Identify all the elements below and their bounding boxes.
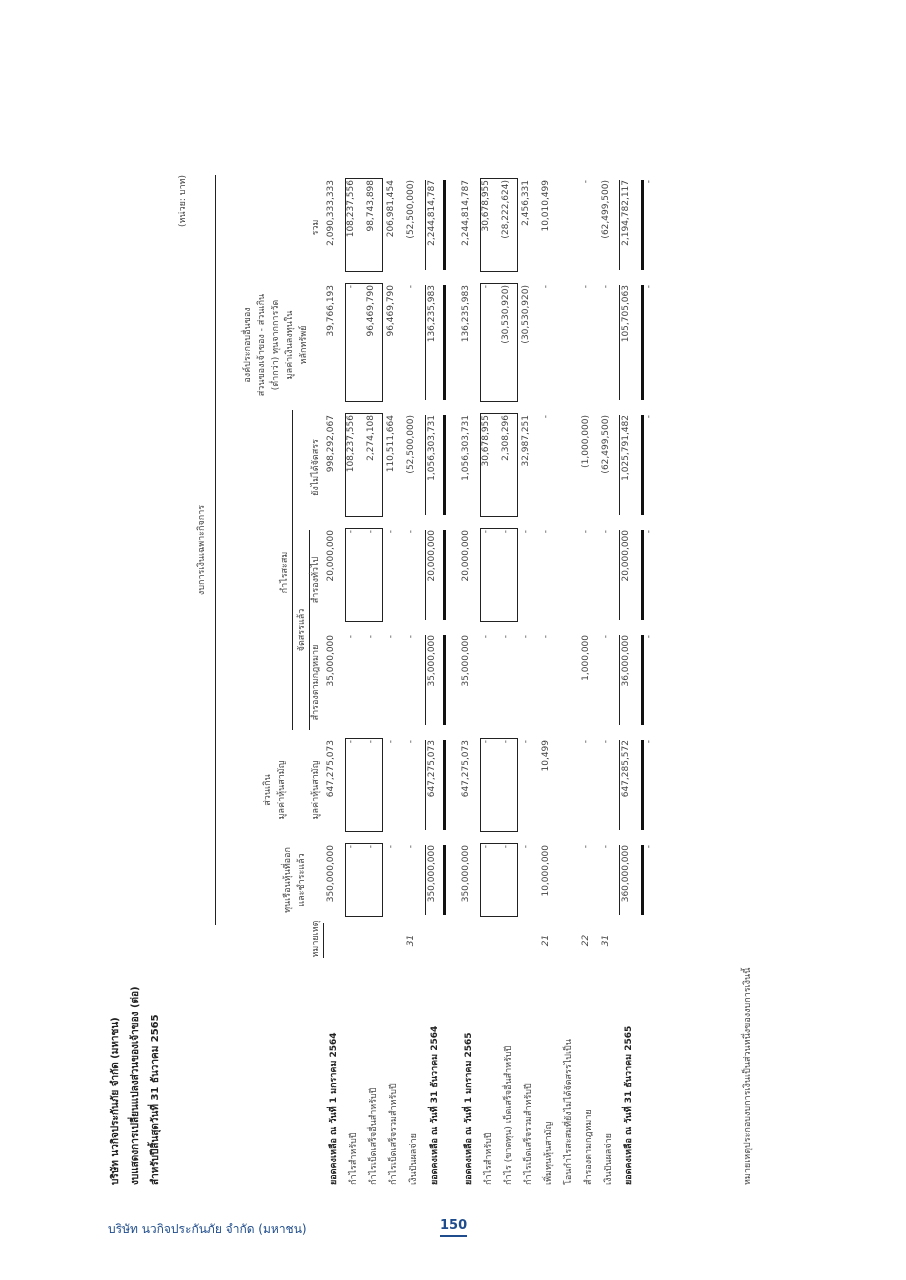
bordered-cell-group: [345, 178, 383, 272]
cell-value: -: [481, 740, 491, 744]
cell-value: 30,678,955: [481, 180, 491, 232]
subtotal-rule: [619, 635, 620, 725]
cell-value: 108,237,556: [346, 415, 356, 473]
row-label: กำไร (ขาดทุน) เบ็ดเสร็จอื่นสำหรับปี: [504, 1045, 514, 1185]
cell-value: 98,743,898: [366, 180, 376, 232]
total-header: รวม: [311, 219, 321, 236]
cell-value: -: [346, 845, 356, 849]
oci-header-1: องค์ประกอบอื่นของ: [243, 307, 253, 383]
subtotal-rule: [425, 635, 426, 725]
row-note: 21: [541, 934, 551, 947]
double-underline: [443, 180, 446, 270]
row-label: ยอดคงเหลือ ณ วันที่ 1 มกราคม 2564: [329, 1032, 339, 1185]
cell-value: -: [386, 740, 396, 744]
cell-value: 20,000,000: [461, 530, 471, 582]
cell-value: -: [521, 845, 531, 849]
subtotal-rule: [619, 845, 620, 915]
cell-value: -: [541, 415, 551, 419]
appropriated-header: จัดสรรแล้ว: [297, 608, 307, 652]
row-label: กำไรเบ็ดเสร็จรวมสำหรับปี: [524, 1083, 534, 1185]
cell-value: 2,456,331: [521, 180, 531, 226]
cell-value: 350,000,000: [326, 845, 336, 903]
bordered-cell-group: [345, 738, 383, 832]
cell-value: -: [581, 740, 591, 744]
company-name: บริษัท นวกิจประกันภัย จำกัด (มหาชน): [110, 1017, 121, 1185]
cell-value: -: [581, 180, 591, 184]
row-label: กำไรสำหรับปี: [484, 1132, 494, 1185]
row-label: กำไรเบ็ดเสร็จรวมสำหรับปี: [389, 1083, 399, 1185]
cell-value: -: [481, 845, 491, 849]
cell-value: -: [644, 180, 654, 184]
share-premium-header-3: มูลค่าหุ้นสามัญ: [311, 760, 321, 820]
cell-value: 1,056,303,731: [461, 415, 471, 481]
cell-value: -: [521, 740, 531, 744]
bordered-cell-group: [345, 413, 383, 517]
double-underline: [443, 285, 446, 400]
note-header-rule: [323, 923, 324, 958]
cell-value: 2,244,814,787: [427, 180, 437, 246]
retained-header-rule: [292, 410, 293, 730]
row-label: เพิ่มทุนหุ้นสามัญ: [544, 1121, 554, 1185]
page-number: 150: [440, 1218, 467, 1237]
cell-value: 36,000,000: [621, 635, 631, 687]
bordered-cell-group: [480, 413, 518, 517]
subtotal-rule: [425, 740, 426, 830]
cell-value: 1,056,303,731: [427, 415, 437, 481]
row-label: ยอดคงเหลือ ณ วันที่ 1 มกราคม 2565: [464, 1032, 474, 1185]
cell-value: (52,500,000): [406, 180, 416, 239]
subtotal-rule: [619, 180, 620, 270]
cell-value: -: [406, 285, 416, 289]
group-header: งบการเงินเฉพาะกิจการ: [197, 504, 207, 596]
share-premium-header-2: มูลค่าหุ้นสามัญ: [277, 760, 287, 820]
legal-reserve-header: สำรองตามกฎหมาย: [311, 644, 321, 721]
cell-value: (30,530,920): [501, 285, 511, 344]
cell-value: -: [644, 285, 654, 289]
share-capital-header-2: และชำระแล้ว: [297, 853, 307, 907]
subtotal-rule: [619, 530, 620, 620]
cell-value: -: [581, 285, 591, 289]
share-capital-header-1: ทุนเรือนหุ้นที่ออก: [283, 847, 293, 913]
cell-value: -: [601, 635, 611, 639]
unappropriated-header: ยังไม่ได้จัดสรร: [311, 439, 321, 496]
double-underline: [641, 415, 644, 515]
cell-value: -: [541, 635, 551, 639]
double-underline: [641, 285, 644, 400]
cell-value: 20,000,000: [621, 530, 631, 582]
cell-value: 96,469,790: [366, 285, 376, 337]
row-label: เงินปันผลจ่าย: [409, 1133, 419, 1185]
cell-value: (62,499,500): [601, 180, 611, 239]
statement-title: งบแสดงการเปลี่ยนแปลงส่วนของเจ้าของ (ต่อ): [130, 986, 141, 1185]
cell-value: 110,511,664: [386, 415, 396, 473]
cell-value: 647,275,073: [427, 740, 437, 798]
cell-value: 108,237,556: [346, 180, 356, 238]
cell-value: -: [601, 530, 611, 534]
row-label: กำไรสำหรับปี: [349, 1132, 359, 1185]
cell-value: -: [386, 635, 396, 639]
cell-value: 647,275,073: [461, 740, 471, 798]
cell-value: 1,025,791,482: [621, 415, 631, 481]
cell-value: -: [346, 530, 356, 534]
cell-value: (28,222,624): [501, 180, 511, 239]
cell-value: -: [366, 530, 376, 534]
cell-value: 647,285,572: [621, 740, 631, 798]
bordered-cell-group: [345, 528, 383, 622]
cell-value: -: [501, 635, 511, 639]
double-underline: [641, 635, 644, 725]
cell-value: -: [541, 285, 551, 289]
cell-value: (62,499,500): [601, 415, 611, 474]
cell-value: 360,000,000: [621, 845, 631, 903]
cell-value: (52,500,000): [406, 415, 416, 474]
cell-value: -: [601, 845, 611, 849]
row-label: ยอดคงเหลือ ณ วันที่ 31 ธันวาคม 2564: [430, 1025, 440, 1185]
oci-header-2: ส่วนของเจ้าของ - ส่วนเกิน: [257, 293, 267, 397]
cell-value: 2,308,296: [501, 415, 511, 461]
row-label: สำรองตามกฎหมาย: [584, 1109, 594, 1185]
cell-value: -: [521, 530, 531, 534]
cell-value: 35,000,000: [427, 635, 437, 687]
cell-value: 10,499: [541, 740, 551, 772]
cell-value: 20,000,000: [427, 530, 437, 582]
cell-value: 350,000,000: [461, 845, 471, 903]
cell-value: -: [601, 285, 611, 289]
cell-value: -: [501, 845, 511, 849]
page-footer: [0, 1180, 906, 1280]
cell-value: -: [644, 635, 654, 639]
subtotal-rule: [425, 845, 426, 915]
oci-header-3: (ต่ำกว่า) ทุนจากการวัด: [271, 299, 281, 391]
cell-value: -: [346, 740, 356, 744]
cell-value: -: [644, 845, 654, 849]
subtotal-rule: [425, 180, 426, 270]
double-underline: [641, 740, 644, 830]
cell-value: 96,469,790: [386, 285, 396, 337]
subtotal-rule: [425, 415, 426, 515]
cell-value: -: [406, 530, 416, 534]
bordered-cell-group: [480, 178, 518, 272]
unit-label: (หน่วย: บาท): [178, 175, 188, 228]
cell-value: -: [601, 740, 611, 744]
cell-value: 2,274,108: [366, 415, 376, 461]
bordered-cell-group: [480, 528, 518, 622]
cell-value: -: [366, 635, 376, 639]
double-underline: [443, 415, 446, 515]
cell-value: -: [386, 845, 396, 849]
cell-value: 136,235,983: [461, 285, 471, 343]
row-note: 31: [406, 934, 416, 947]
row-note: 31: [601, 934, 611, 947]
cell-value: -: [644, 740, 654, 744]
cell-value: -: [366, 845, 376, 849]
cell-value: -: [501, 740, 511, 744]
group-header-rule: [215, 175, 216, 925]
retained-header: กำไรสะสม: [280, 551, 290, 594]
cell-value: 39,766,193: [326, 285, 336, 337]
oci-header-4: มูลค่าเงินลงทุนใน: [285, 310, 295, 380]
cell-value: -: [346, 285, 356, 289]
subtotal-rule: [619, 740, 620, 830]
cell-value: -: [346, 635, 356, 639]
cell-value: 30,678,955: [481, 415, 491, 467]
cell-value: -: [644, 415, 654, 419]
cell-value: 2,090,333,333: [326, 180, 336, 246]
statement-period: สำหรับปีสิ้นสุดวันที่ 31 ธันวาคม 2565: [150, 1014, 161, 1185]
footnote: หมายเหตุประกอบงบการเงินเป็นส่วนหนึ่งของงบการเงินนี้: [743, 967, 753, 1185]
cell-value: -: [501, 530, 511, 534]
subtotal-rule: [425, 285, 426, 400]
cell-value: 136,235,983: [427, 285, 437, 343]
subtotal-rule: [619, 285, 620, 400]
row-label: ยอดคงเหลือ ณ วันที่ 31 ธันวาคม 2565: [624, 1025, 634, 1185]
bordered-cell-group: [345, 283, 383, 402]
cell-value: -: [481, 635, 491, 639]
bordered-cell-group: [480, 283, 518, 402]
note-header: หมายเหตุ: [311, 920, 321, 958]
cell-value: -: [581, 530, 591, 534]
bordered-cell-group: [345, 843, 383, 917]
subtotal-rule: [425, 530, 426, 620]
subtotal-rule: [619, 415, 620, 515]
cell-value: 998,292,067: [326, 415, 336, 473]
bordered-cell-group: [480, 843, 518, 917]
cell-value: -: [406, 740, 416, 744]
cell-value: -: [581, 845, 591, 849]
cell-value: -: [386, 530, 396, 534]
cell-value: 35,000,000: [461, 635, 471, 687]
cell-value: 10,000,000: [541, 845, 551, 897]
cell-value: (30,530,920): [521, 285, 531, 344]
cell-value: -: [541, 530, 551, 534]
row-label: โอนกำไรสะสมที่ยังไม่ได้จัดสรรไปเป็น: [564, 1039, 574, 1185]
cell-value: 32,987,251: [521, 415, 531, 467]
double-underline: [641, 180, 644, 270]
cell-value: 350,000,000: [427, 845, 437, 903]
double-underline: [443, 635, 446, 725]
general-reserve-header: สำรองทั่วไป: [311, 556, 321, 604]
cell-value: 10,010,499: [541, 180, 551, 232]
cell-value: 35,000,000: [326, 635, 336, 687]
double-underline: [443, 740, 446, 830]
cell-value: (1,000,000): [581, 415, 591, 468]
row-label: กำไรเบ็ดเสร็จอื่นสำหรับปี: [369, 1087, 379, 1185]
bordered-cell-group: [480, 738, 518, 832]
cell-value: 647,275,073: [326, 740, 336, 798]
cell-value: -: [406, 635, 416, 639]
double-underline: [443, 530, 446, 620]
cell-value: -: [644, 530, 654, 534]
cell-value: -: [481, 530, 491, 534]
cell-value: 105,705,063: [621, 285, 631, 343]
row-label: เงินปันผลจ่าย: [604, 1133, 614, 1185]
footer-company: บริษัท นวกิจประกันภัย จำกัด (มหาชน): [108, 1222, 307, 1236]
double-underline: [641, 845, 644, 915]
double-underline: [443, 845, 446, 915]
cell-value: 1,000,000: [581, 635, 591, 681]
cell-value: 206,981,454: [386, 180, 396, 238]
cell-value: 2,194,782,117: [621, 180, 631, 246]
cell-value: -: [366, 740, 376, 744]
cell-value: 2,244,814,787: [461, 180, 471, 246]
share-premium-header-1: ส่วนเกิน: [263, 774, 273, 806]
row-note: 22: [581, 934, 591, 947]
double-underline: [641, 530, 644, 620]
cell-value: -: [521, 635, 531, 639]
cell-value: 20,000,000: [326, 530, 336, 582]
cell-value: -: [481, 285, 491, 289]
cell-value: -: [406, 845, 416, 849]
oci-header-5: หลักทรัพย์: [299, 325, 309, 365]
